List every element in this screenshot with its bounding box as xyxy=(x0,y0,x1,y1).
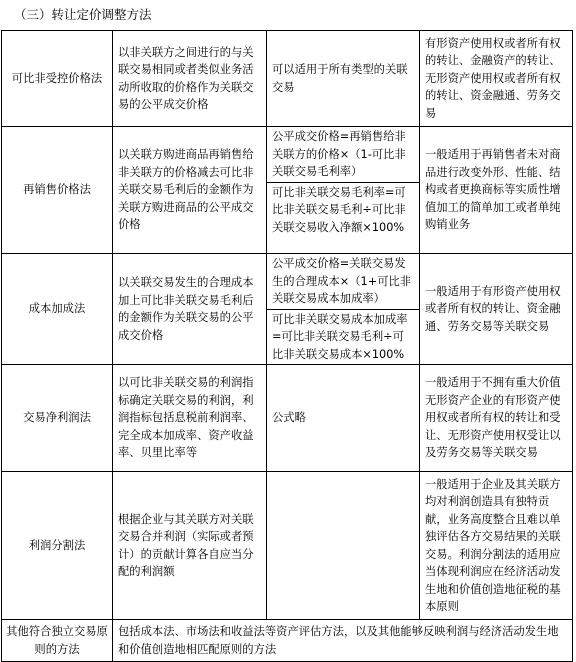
transfer-pricing-methods-table xyxy=(1,30,573,662)
method-definition: 以非关联方之间进行的与关联交易相同或者类似业务活动所收取的价格作为关联交易的公平成交价格 xyxy=(113,31,267,127)
method-scope: 一般适用于企业及其关联方均对利润创造具有独特贡献，业务高度整合且难以单独评估各方交易结果的关联交易。利润分割法的适用应当体现利润应在经济活动发生地和价值创造地征税的基本原则 xyxy=(420,472,573,620)
table-row xyxy=(2,365,573,472)
method-name: 交易净利润法 xyxy=(2,365,113,472)
table-row xyxy=(2,31,573,127)
method-formula xyxy=(267,254,420,365)
method-scope: 一般适用于有形资产使用权或者所有权的转让、资金融通、劳务交易等关联交易 xyxy=(420,254,573,365)
method-name: 成本加成法 xyxy=(2,254,113,365)
method-definition: 以关联交易发生的合理成本加上可比非关联交易毛利后的金额作为关联交易的公平成交价格 xyxy=(113,254,267,365)
method-formula: 公式略 xyxy=(267,365,420,472)
section-heading: （三）转让定价调整方法 xyxy=(14,7,152,22)
method-name: 可比非受控价格法 xyxy=(2,31,113,127)
method-name: 再销售价格法 xyxy=(2,127,113,254)
method-definition: 根据企业与其关联方对关联交易合并利润（实际或者预计）的贡献计算各自应当分配的利润额 xyxy=(113,472,267,620)
method-formula xyxy=(267,127,420,254)
table-row xyxy=(2,127,573,254)
table-row xyxy=(2,472,573,620)
method-scope: 一般适用于不拥有重大价值无形资产企业的有形资产使用权或者所有权的转让和受让、无形资产使用权受让以及劳务交易等关联交易 xyxy=(420,365,573,472)
formula-rate: 可比非关联交易成本加成率=可比非关联交易毛利÷可比非关联交易成本×100% xyxy=(272,312,408,361)
method-description: 包括成本法、市场法和收益法等资产评估方法，以及其他能够反映利润与经济活动发生地和价值创造地相匹配原则的方法 xyxy=(113,620,573,662)
method-scope: 一般适用于再销售者未对商品进行改变外形、性能、结构或者更换商标等实质性增值加工的简单加工或者单纯购销业务 xyxy=(420,127,573,254)
formula-rate: 可比非关联交易毛利率=可比非关联交易毛利÷可比非关联交易收入净额×100% xyxy=(272,185,406,234)
formula-price: 公平成交价格=再销售给非关联方的价格×（1-可比非关联交易毛利率） xyxy=(267,127,419,183)
method-name: 其他符合独立交易原则的方法 xyxy=(2,620,113,662)
table-row xyxy=(2,254,573,365)
method-name: 利润分割法 xyxy=(2,472,113,620)
method-definition: 以可比非关联交易的利润指标确定关联交易的利润，利润指标包括息税前利润率、完全成本加成率、资产收益率、贝里比率等 xyxy=(113,365,267,472)
formula-price: 公平成交价格=关联交易发生的合理成本×（1+可比非关联交易成本加成率） xyxy=(267,254,419,310)
table-row xyxy=(2,620,573,662)
method-formula xyxy=(267,472,420,620)
method-definition: 以关联方购进商品再销售给非关联方的价格减去可比非关联交易毛利后的金额作为关联方购进商品的公平成交价格 xyxy=(113,127,267,254)
method-scope: 有形资产使用权或者所有权的转让、金融资产的转让、无形资产使用权或者所有权的转让、资金融通、劳务交易 xyxy=(420,31,573,127)
method-formula: 可以适用于所有类型的关联交易 xyxy=(267,31,420,127)
